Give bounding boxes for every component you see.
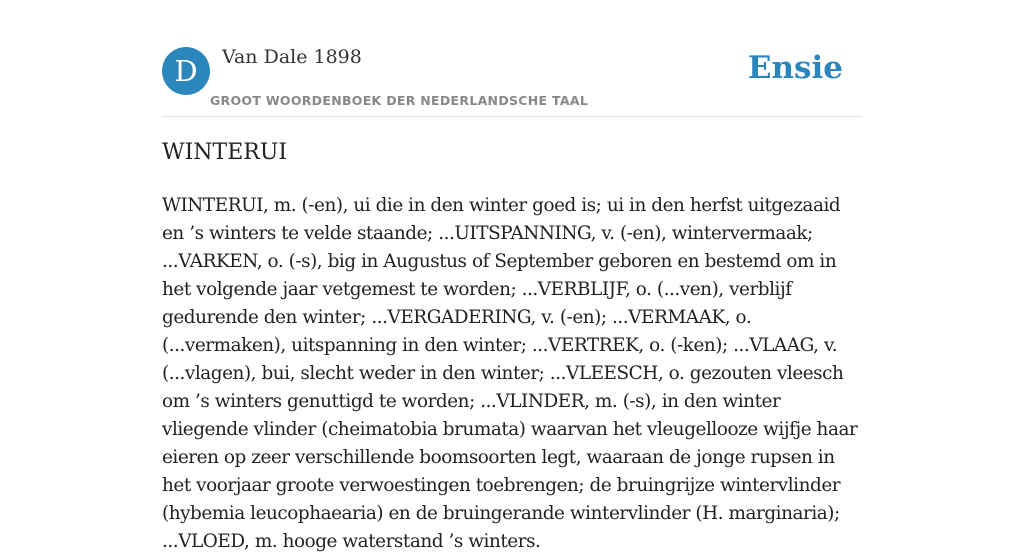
entry-title: WINTERUI xyxy=(162,140,288,165)
source-title[interactable]: Van Dale 1898 xyxy=(222,46,362,68)
entry-body: WINTERUI, m. (-en), ui die in den winter goed is; ui in den herfst uitgezaaid en ’s winters te velde staande; ...UITSPANNING, v. (-en), wintervermaak; ...VARKEN, o. (-s), big in Augustus of September geboren en bestemd om in het volgende jaar vetgemest te worden; ...VERBLIJF, o. (...ven), verblijf gedurende den winter; ...VERGADERING, v. (-en); ...VERMAAK, o. (...vermaken), uitspanning in den winter; ...VERTREK, o. (-ken); ...VLAAG, v. (...vlagen), bui, slecht weder in den winter; ...VLEESCH, o. gezouten vleesch om ’s winters genuttigd te worden; ...VLINDER, m. (-s), in den winter vliegende vlinder (cheimatobia brumata) waarvan het vleugellooze wijfje haar eieren op zeer verschillende boomsoorten legt, waaraan de jonge rupsen in het voorjaar groote verwoestingen toebrengen; de bruingrijze wintervlinder (hybemia leucophaearia) en de bruingerande wintervlinder (H. marginaria); ...VLOED, m. hooge waterstand ’s winters. xyxy=(162,195,858,552)
brand-logo[interactable]: Ensie xyxy=(747,50,843,86)
source-header xyxy=(162,45,862,117)
source-subtitle: GROOT WOORDENBOEK DER NEDERLANDSCHE TAAL xyxy=(210,93,589,108)
source-logo[interactable]: D xyxy=(162,47,210,95)
